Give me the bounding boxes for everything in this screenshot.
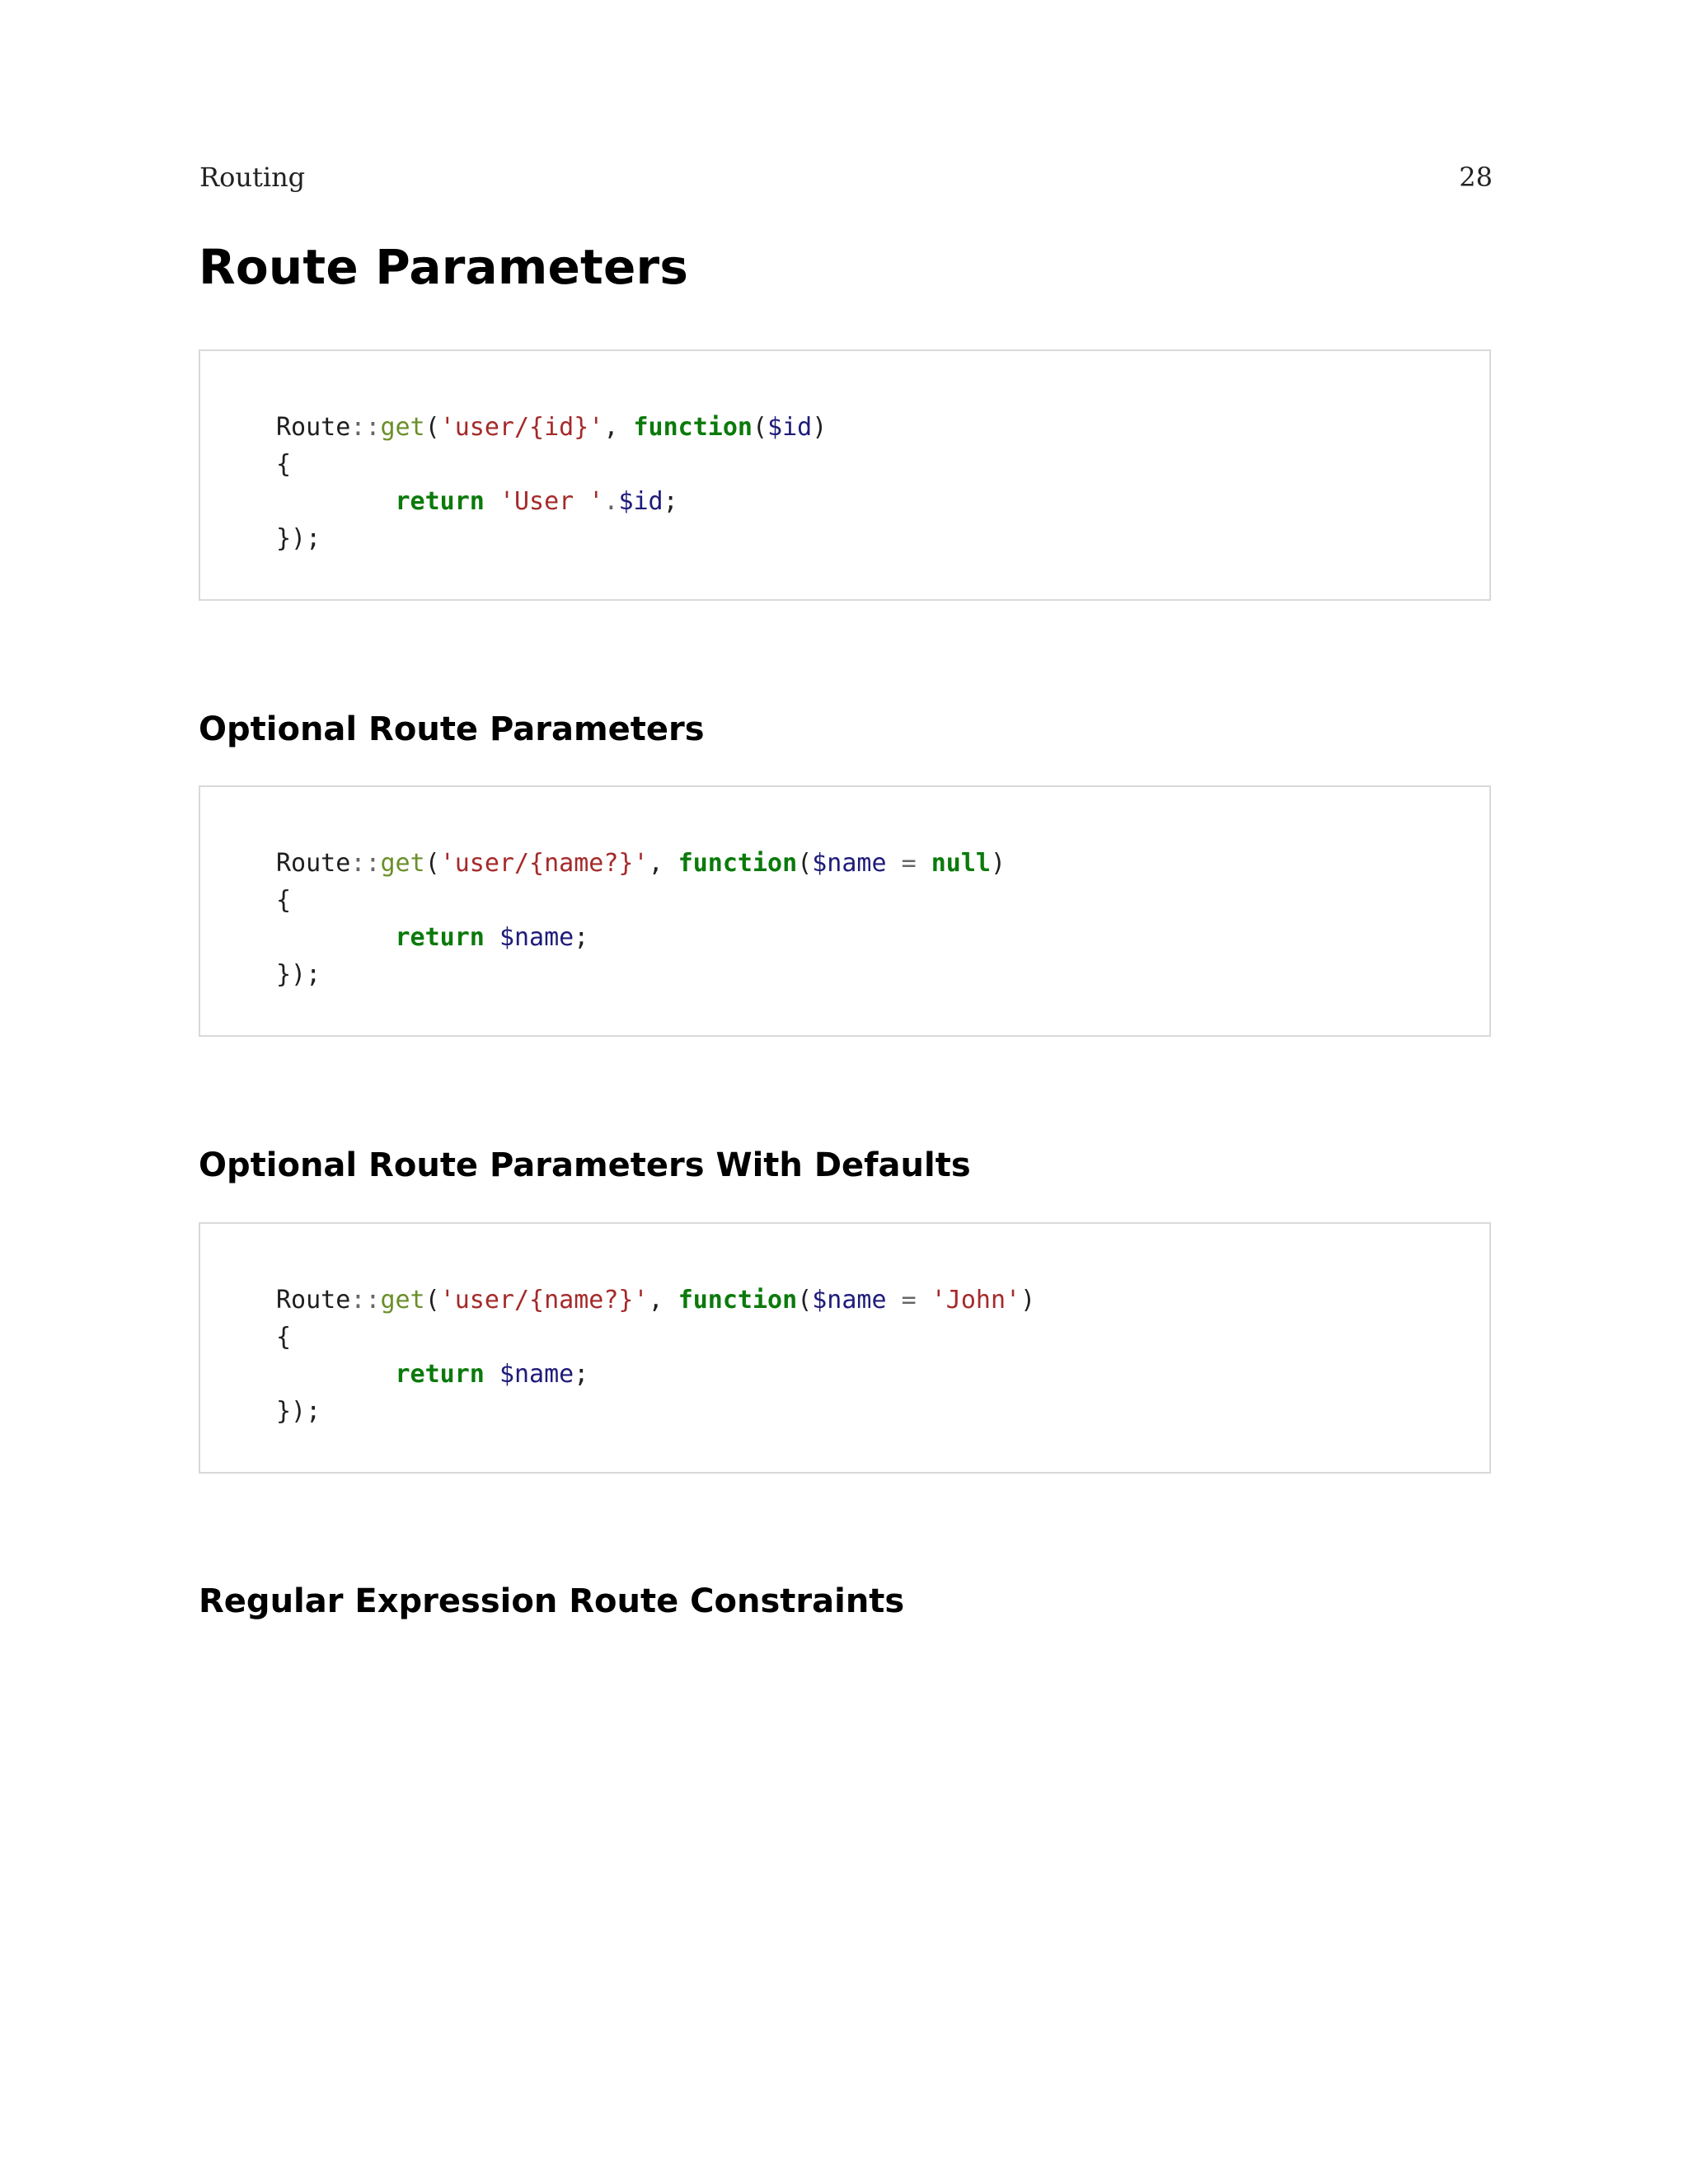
- code-token: ): [812, 413, 828, 442]
- code-token: .: [603, 487, 619, 516]
- code-token: ;: [663, 487, 678, 516]
- code-token: {: [276, 1323, 292, 1352]
- code-token: get: [380, 413, 425, 442]
- code-token: 'user/{id}': [439, 413, 604, 442]
- code-token: =: [886, 849, 931, 878]
- code-token: ::: [350, 1286, 381, 1315]
- code-block-route-parameters: [199, 349, 1491, 601]
- code-token: (: [424, 413, 440, 442]
- code-token: ,: [648, 849, 678, 878]
- code-token: ;: [574, 923, 589, 952]
- code-text: [276, 845, 1006, 993]
- code-token: $name: [499, 923, 574, 952]
- code-token: function: [678, 1286, 798, 1315]
- code-token: (: [424, 1286, 440, 1315]
- code-token: ::: [350, 413, 381, 442]
- code-token: ,: [603, 413, 634, 442]
- code-token: $id: [618, 487, 663, 516]
- code-token: function: [633, 413, 753, 442]
- code-token: return: [395, 923, 485, 952]
- code-token: {: [276, 886, 292, 915]
- code-token: get: [380, 849, 425, 878]
- code-token: Route: [276, 1286, 351, 1315]
- running-header: Routing: [199, 162, 306, 193]
- code-token: $name: [812, 849, 887, 878]
- code-token: $name: [499, 1360, 574, 1389]
- code-token: ::: [350, 849, 381, 878]
- code-token: function: [678, 849, 798, 878]
- code-token: return: [395, 1360, 485, 1389]
- code-token: });: [276, 960, 321, 989]
- section-title-regular-expression-route-constraints: Regular Expression Route Constraints: [199, 1582, 905, 1620]
- code-token: [276, 487, 396, 516]
- code-token: ,: [648, 1286, 678, 1315]
- code-token: 'John': [931, 1286, 1021, 1315]
- code-block-optional-route-parameters-with-defaults: [199, 1222, 1491, 1474]
- code-token: (: [797, 1286, 813, 1315]
- code-token: null: [931, 849, 991, 878]
- code-token: 'user/{name?}': [439, 1286, 649, 1315]
- code-token: [276, 923, 396, 952]
- code-token: [485, 487, 499, 516]
- code-token: Route: [276, 849, 351, 878]
- code-token: ): [991, 849, 1006, 878]
- code-token: return: [395, 487, 485, 516]
- code-text: [276, 1282, 1035, 1430]
- code-token: [276, 1360, 396, 1389]
- code-token: Route: [276, 413, 351, 442]
- code-token: ): [1020, 1286, 1036, 1315]
- code-token: });: [276, 524, 321, 553]
- code-token: [485, 923, 499, 952]
- code-token: {: [276, 450, 292, 479]
- code-token: $name: [812, 1286, 887, 1315]
- code-token: ;: [574, 1360, 589, 1389]
- code-token: get: [380, 1286, 425, 1315]
- code-text: [276, 409, 827, 557]
- code-token: [485, 1360, 499, 1389]
- section-title-optional-route-parameters: Optional Route Parameters: [199, 710, 705, 748]
- code-token: });: [276, 1397, 321, 1426]
- code-token: (: [424, 849, 440, 878]
- code-token: $id: [767, 413, 813, 442]
- code-token: 'user/{name?}': [439, 849, 649, 878]
- code-token: 'User ': [499, 487, 604, 516]
- section-title-route-parameters: Route Parameters: [199, 239, 689, 295]
- code-block-optional-route-parameters: [199, 785, 1491, 1037]
- page-number: 28: [1459, 162, 1493, 193]
- section-title-optional-route-parameters-with-defaults: Optional Route Parameters With Defaults: [199, 1146, 971, 1184]
- code-token: =: [886, 1286, 931, 1315]
- code-token: (: [797, 849, 813, 878]
- code-token: (: [753, 413, 768, 442]
